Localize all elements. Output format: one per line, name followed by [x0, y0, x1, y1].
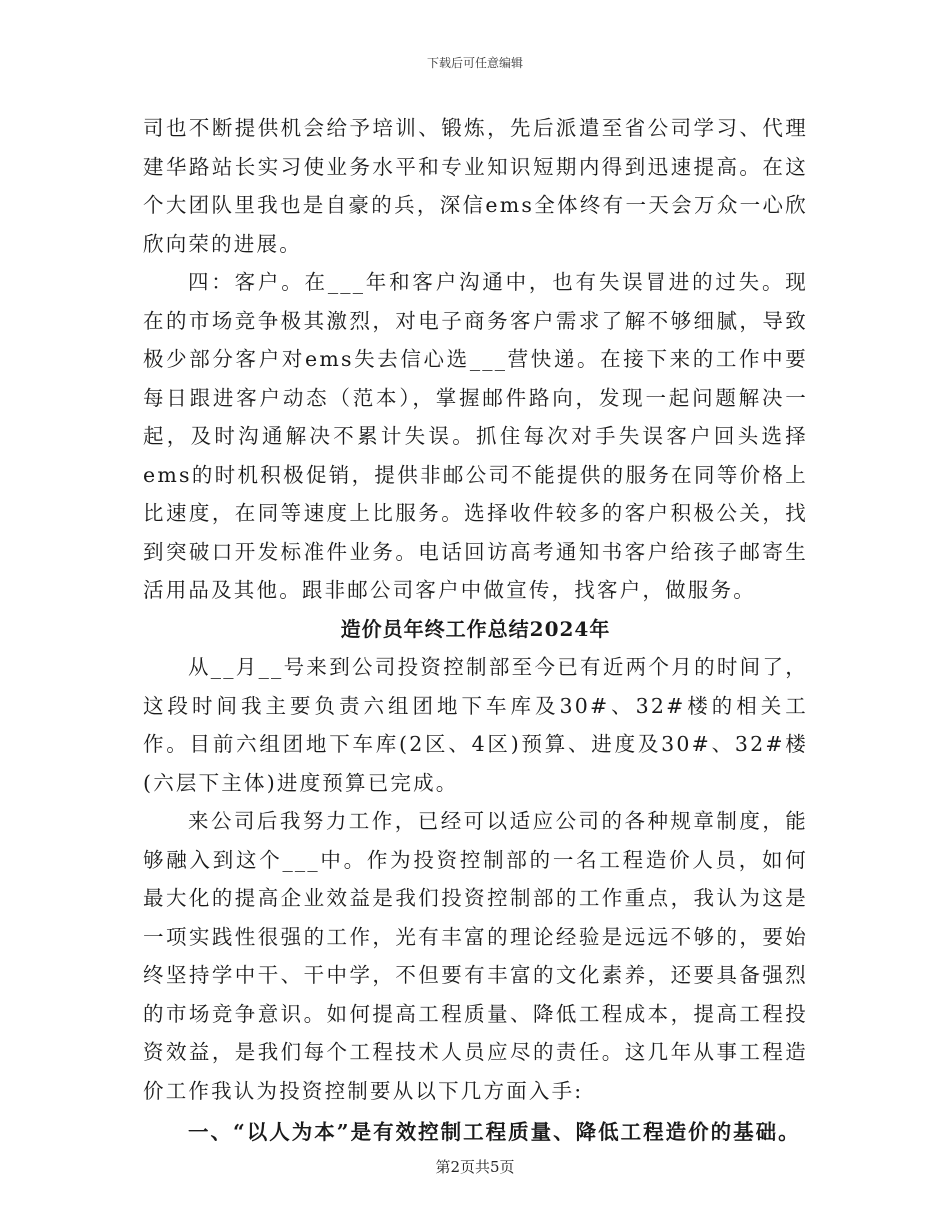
paragraph-customers: 四：客户。在___年和客户沟通中，也有失误冒进的过失。现在的市场竞争极其激烈，对电子商务客户需求了解不够细腻，导致极少部分客户对ems失去信心选___营快递。在接下来的工作中要每日跟进客户动态（范本），掌握邮件路向，发现一起问题解决一起，及时沟通解决不累计失误。抓住每次对手失误客户回头选择ems的时机积极促销，提供非邮公司不能提供的服务在同等价格上比速度，在同等速度上比服务。选择收件较多的客户积极公关，找到突破口开发标准件业务。电话回访高考通知书客户给孩子邮寄生活用品及其他。跟非邮公司客户中做宣传，找客户，做服务。 — [143, 270, 808, 602]
page-footer: 第2页共5页 — [435, 1158, 515, 1176]
paragraph-intro: 从__月__号来到公司投资控制部至今已有近两个月的时间了，这段时间我主要负责六组团地下车库及30#、32#楼的相关工作。目前六组团地下车库(2区、4区)预算、进度及30#、32#楼(六层下主体)进度预算已完成。 — [143, 655, 808, 795]
section-title: 造价员年终工作总结2024年 — [340, 616, 611, 641]
document-body — [143, 109, 808, 1152]
paragraph-training: 司也不断提供机会给予培训、锻炼，先后派遣至省公司学习、代理建华路站长实习使业务水平和专业知识短期内得到迅速提高。在这个大团队里我也是自豪的兵，深信ems全体终有一天会万众一心欣欣向荣的进展。 — [143, 116, 808, 256]
page-header: 下载后可任意编辑 — [426, 56, 523, 70]
subheading-people-first: 一、“以人为本”是有效控制工程质量、降低工程造价的基础。 — [188, 1120, 801, 1144]
paragraph-work: 来公司后我努力工作，已经可以适应公司的各种规章制度，能够融入到这个___中。作为投资控制部的一名工程造价人员，如何最大化的提高企业效益是我们投资控制部的工作重点，我认为这是一项实践性很强的工作，光有丰富的理论经验是远远不够的，要始终坚持学中干、干中学，不但要有丰富的文化素养，还要具备强烈的市场竞争意识。如何提高工程质量、降低工程成本，提高工程投资效益，是我们每个工程技术人员应尽的责任。这几年从事工程造价工作我认为投资控制要从以下几方面入手: — [143, 809, 808, 1103]
